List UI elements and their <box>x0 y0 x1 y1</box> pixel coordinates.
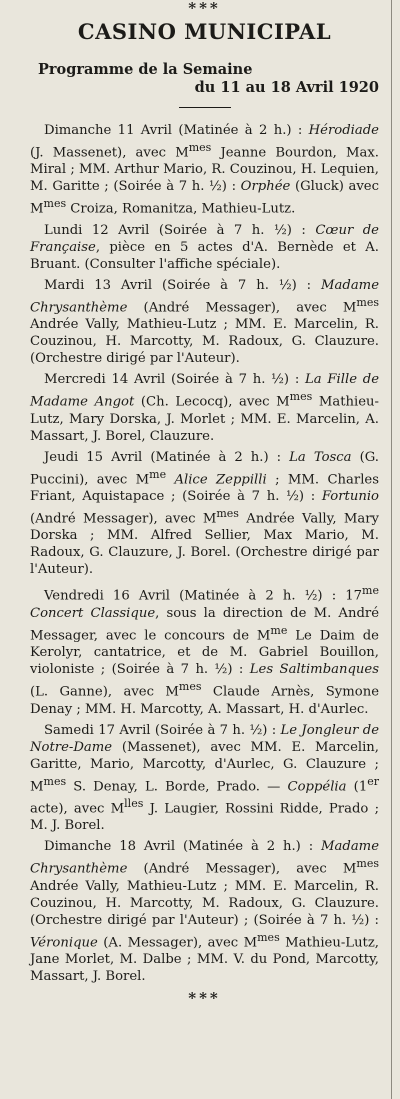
schedule-entry-text: Lundi 12 Avril (Soirée à 7 h. ½) : Cœur de Française, pièce en 5 actes d'A. Bernède et A. Bruant. (Consulter l'affiche spéciale). <box>30 222 379 272</box>
bottom-asterisks: *** <box>188 989 221 1008</box>
schedule-entry-text: Mardi 13 Avril (Soirée à 7 h. ½) : Madame Chrysanthème (André Messager), avec $M^{mes}$ Andrée Vally, Mathieu-Lutz ; MM. E. Marcelin, R. Couzinou, H. Marcotty, M. Radoux, G. Clauzure. (Orchestre dirigé par l'Auteur). <box>30 277 379 367</box>
schedule-entry <box>30 722 379 835</box>
schedule-entry <box>30 222 379 273</box>
heading-rule <box>179 107 231 108</box>
schedule-list <box>30 122 379 985</box>
schedule-entry <box>30 277 379 367</box>
programme-heading-line1: Programme de la Semaine <box>38 61 253 79</box>
schedule-entry <box>30 838 379 985</box>
programme-heading-line2: du 11 au 18 Avril 1920 <box>194 79 379 97</box>
schedule-entry-text: Samedi 17 Avril (Soirée à 7 h. ½) : Le Jongleur de Notre-Dame (Massenet), avec MM. E. Marcelin, Garitte, Mario, Marcotty, d'Aurlec, G. Clauzure ; $M^{mes}$ S. Denay, L. Borde, Prado. — Coppélia (1er acte), avec $M^{lles}$ J. Laugier, Rossini Ridde, Prado ; M. J. Borel. <box>30 722 380 834</box>
programme-heading <box>30 61 379 97</box>
schedule-entry <box>30 582 379 717</box>
schedule-entry-text: Dimanche 11 Avril (Matinée à 2 h.) : Hérodiade (J. Massenet), avec $M^{mes}$ Jeanne Bourdon, Max. Miral ; MM. Arthur Mario, R. Couzinou, H. Lequien, M. Garitte ; (Soirée à 7 h. ½) : Orphée (Gluck) avec $M^{mes}$ Croiza, Romanitza, Mathieu-Lutz. <box>30 123 379 217</box>
top-asterisks: *** <box>188 0 221 17</box>
schedule-entry <box>30 449 379 579</box>
schedule-entry-text: Mercredi 14 Avril (Soirée à 7 h. ½) : La Fille de Madame Angot (Ch. Lecocq), avec $M^{mes}$ Mathieu-Lutz, Mary Dorska, J. Morlet ; MM. E. Marcelin, A. Massart, J. Borel, Clauzure. <box>30 372 380 444</box>
schedule-entry <box>30 371 379 444</box>
schedule-entry-text: Vendredi 16 Avril (Matinée à 2 h. ½) : $17^{me}$ Concert Classique, sous la direction de M. André Messager, avec le concours de $M^{me}$ Le Daim de Kerolyr, cantatrice, et de M. Gabriel Bouillon, violoniste ; (Soirée à 7 h. ½) : Les Saltimbanques (L. Ganne), avec $M^{mes}$ Claude Arnès, Symone Denay ; MM. H. Marcotty, A. Massart, H. d'Aurlec. <box>30 584 379 717</box>
schedule-entry-text: Dimanche 18 Avril (Matinée à 2 h.) : Madame Chrysanthème (André Messager), avec $M^{mes}$ Andrée Vally, Mathieu-Lutz ; MM. E. Marcelin, R. Couzinou, H. Marcotty, M. Radoux, G. Clauzure. (Orchestre dirigé par l'Auteur) ; (Soirée à 7 h. ½) : Véronique (A. Messager), avec $M^{mes}$ Mathieu-Lutz, Jane Morlet, M. Dalbe ; MM. V. du Pond, Marcotty, Massart, J. Borel. <box>30 839 379 985</box>
page-title: CASINO MUNICIPAL <box>77 19 332 44</box>
schedule-entry-text: Jeudi 15 Avril (Matinée à 2 h.) : La Tosca (G. Puccini), avec $M^{me}$ Alice Zeppilli ; MM. Charles Friant, Aquistapace ; (Soirée à 7 h. ½) : Fortunio (André Messager), avec $M^{mes}$ Andrée Vally, Mary Dorska ; MM. Alfred Sellier, Max Mario, M. Radoux, G. Clauzure, J. Borel. (Orchestre dirigé par l'Auteur). <box>30 449 379 578</box>
schedule-entry <box>30 122 379 218</box>
